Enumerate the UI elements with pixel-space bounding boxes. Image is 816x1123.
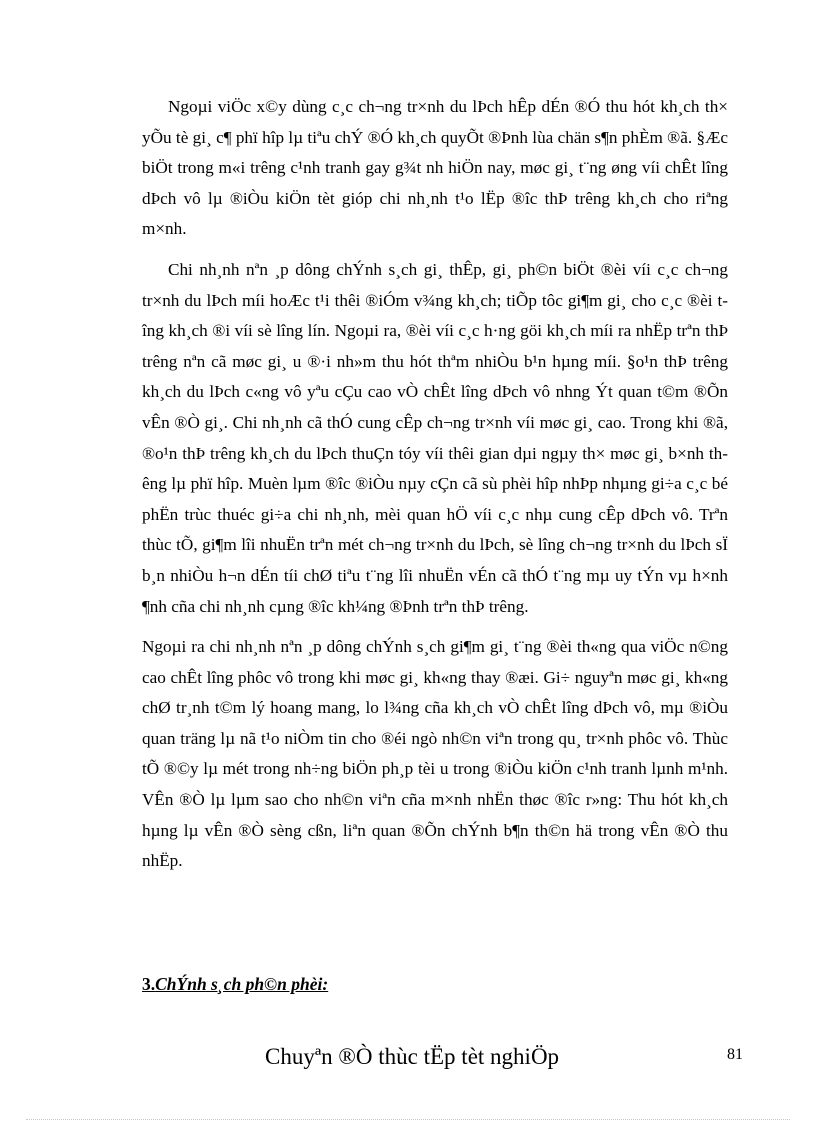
section-title: ChÝnh s¸ch ph©n phèi: xyxy=(155,974,329,994)
section-heading xyxy=(142,974,328,995)
paragraph-price-appeal: Ngoµi viÖc x©y dùng c¸c ch¬ng tr×nh du lÞch hÊp dÉn ®Ó thu hót kh¸ch th× yÕu tè gi¸ c¶ phï hîp lµ tiªu chÝ ®Ó kh¸ch quyÕt ®Þnh lùa chän s¶n phÈm ®ã. §Æc biÖt trong m«i trêng c¹nh tranh gay g¾t nh hiÖn nay, møc gi¸ t¨ng øng víi chÊt lîng dÞch vô lµ ®iÒu kiÖn tèt gióp chi nh¸nh t¹o lËp ®îc thÞ trêng kh¸ch cho riªng m×nh. xyxy=(142,97,728,239)
page-bottom-divider xyxy=(26,1119,790,1120)
page-number: 81 xyxy=(727,1046,743,1063)
paragraph-price-policy: Chi nh¸nh nªn ¸p dông chÝnh s¸ch gi¸ thÊp, gi¸ ph©n biÖt ®èi víi c¸c ch¬ng tr×nh du lÞch míi hoÆc t¹i thêi ®iÓm v¾ng kh¸ch; tiÕp tôc gi¶m gi¸ cho c¸c ®èi tîng kh¸ch ®i víi sè lîng lín. Ngoµi ra, ®èi víi c¸c h·ng göi kh¸ch míi ra nhËp trªn thÞ trêng nªn cã møc gi¸ u ®·i nh»m thu hót thªm nhiÒu b¹n hµng míi. §o¹n thÞ trêng kh¸ch du lÞch c«ng vô yªu cÇu cao vÒ chÊt lîng dÞch vô nhng Ýt quan t©m ®Õn vÊn ®Ò gi¸. Chi nh¸nh cã thÓ cung cÊp ch¬ng tr×nh víi møc gi¸ cao. Trong khi ®ã, ®o¹n thÞ trêng kh¸ch du lÞch thuÇn tóy víi thêi gian dµi ngµy th× møc gi¸ b×nh thêng lµ phï hîp. Muèn lµm ®îc ®iÒu nµy cÇn cã sù phèi hîp nhÞp nhµng gi÷a c¸c bé phËn trùc thuéc gi÷a chi nh¸nh, mèi quan hÖ víi c¸c nhµ cung cÊp dÞch vô. Trªn thùc tÕ, gi¶m lîi nhuËn trªn mét ch¬ng tr×nh du lÞch, sè lîng ch¬ng tr×nh du lÞch sÏ b¸n nhiÒu h¬n dÉn tíi chØ tiªu t¨ng lîi nhuËn vÉn cã thÓ t¨ng mµ uy tÝn vµ h×nh ¶nh cña chi nh¸nh cµng ®îc kh¼ng ®Þnh trªn thÞ trêng. xyxy=(142,259,728,616)
body-text xyxy=(142,92,728,887)
section-number: 3. xyxy=(142,974,156,994)
paragraph-service-quality: Ngoµi ra chi nh¸nh nªn ¸p dông chÝnh s¸ch gi¶m gi¸ t¨ng ®èi th«ng qua viÖc n©ng cao chÊt lîng phôc vô trong khi møc gi¸ kh«ng thay ®æi. Gi÷ nguyªn møc gi¸ kh«ng chØ tr¸nh t©m lý hoang mang, lo l¾ng cña kh¸ch vÒ chÊt lîng dÞch vô, mµ ®iÒu quan träng lµ nã t¹o niÒm tin cho ®éi ngò nh©n viªn trong qu¸ tr×nh phôc vô. Thùc tÕ ®©y lµ mét trong nh÷ng biÖn ph¸p tèi u trong ®iÒu kiÖn c¹nh tranh lµnh m¹nh. VÊn ®Ò lµ lµm sao cho nh©n viªn cña m×nh nhËn thøc ®îc r»ng: Thu hót kh¸ch hµng lµ vÊn ®Ò sèng cßn, liªn quan ®Õn chÝnh b¶n th©n hä trong vÊn ®Ò thu nhËp. xyxy=(142,637,728,871)
footer-title: Chuyªn ®Ò thùc tËp tèt nghiÖp xyxy=(265,1044,560,1069)
